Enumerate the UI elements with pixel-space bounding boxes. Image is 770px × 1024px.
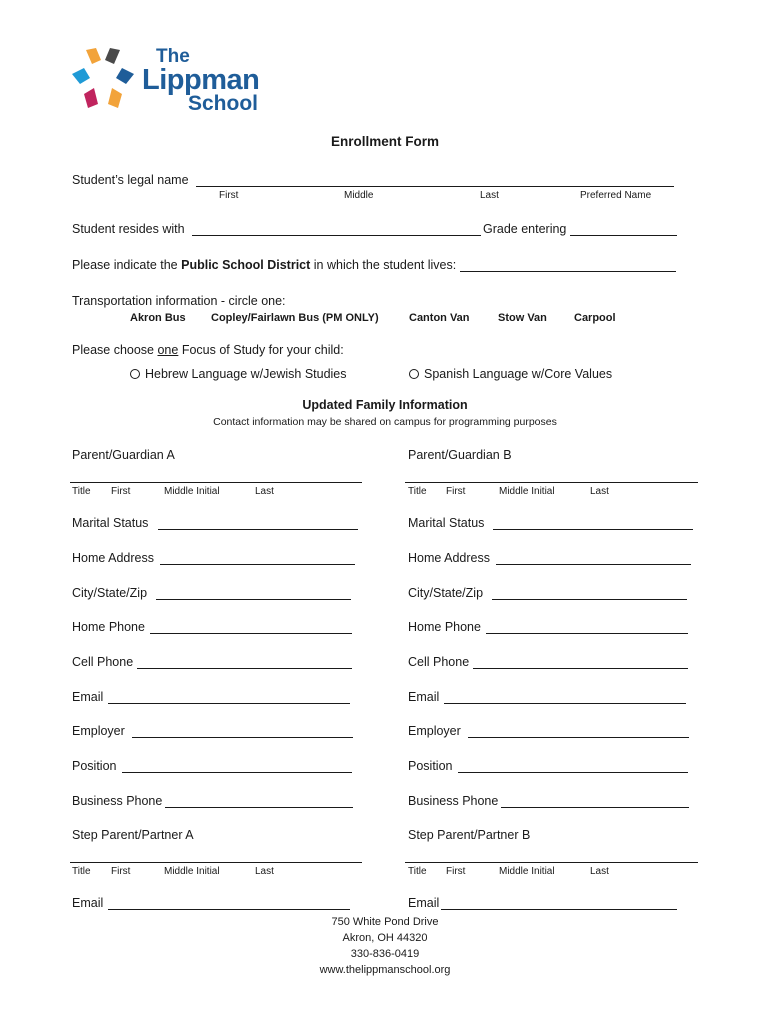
a-position-line[interactable] (122, 772, 352, 773)
family-subheading: Contact information may be shared on campus for programming purposes (213, 416, 557, 428)
a-home-phone-label: Home Phone (72, 620, 145, 634)
guardian-b-part-first: First (446, 486, 466, 497)
resides-with-label: Student resides with (72, 222, 185, 236)
step-a-label: Step Parent/Partner A (72, 828, 194, 842)
name-part-middle: Middle (344, 190, 374, 201)
family-heading: Updated Family Information (302, 398, 468, 412)
a-position-label: Position (72, 759, 117, 773)
b-position-line[interactable] (458, 772, 688, 773)
footer-address2: Akron, OH 44320 (342, 932, 428, 944)
b-employer-label: Employer (408, 724, 461, 738)
b-city-state-zip-line[interactable] (492, 599, 687, 600)
grade-entering-label: Grade entering (483, 222, 567, 236)
a-business-phone-line[interactable] (165, 807, 353, 808)
transport-option-carpool[interactable]: Carpool (574, 312, 616, 324)
b-position-label: Position (408, 759, 453, 773)
a-marital-status-label: Marital Status (72, 516, 149, 530)
name-part-first: First (219, 190, 239, 201)
footer-website-link[interactable]: www.thelippmanschool.org (319, 964, 451, 976)
a-home-address-line[interactable] (160, 564, 355, 565)
radio-circle-icon[interactable] (409, 369, 419, 379)
footer-address1: 750 White Pond Drive (331, 916, 439, 928)
logo-text-the: The (156, 46, 190, 67)
form-title: Enrollment Form (330, 134, 439, 149)
logo-text-school: School (188, 92, 259, 115)
a-business-phone-label: Business Phone (72, 794, 163, 808)
step-a-part-title: Title (72, 866, 91, 877)
district-prefix: Please indicate the (72, 258, 182, 272)
transportation-label: Transportation information - circle one: (72, 294, 286, 308)
district-input-line[interactable] (460, 271, 676, 272)
guardian-b-part-last: Last (590, 486, 609, 497)
resides-with-input-line[interactable] (192, 235, 481, 236)
guardian-a-part-middle: Middle Initial (164, 486, 220, 497)
a-employer-line[interactable] (132, 737, 353, 738)
step-b-email-line[interactable] (441, 909, 677, 910)
name-part-last: Last (480, 190, 499, 201)
district-question (72, 258, 456, 272)
focus-suffix: Focus of Study for your child: (178, 343, 344, 357)
focus-option-spanish[interactable] (409, 367, 612, 381)
a-cell-phone-line[interactable] (137, 668, 352, 669)
step-a-part-middle: Middle Initial (164, 866, 220, 877)
legal-name-input-line[interactable] (196, 186, 674, 187)
focus-option-hebrew[interactable] (130, 367, 347, 381)
a-city-state-zip-line[interactable] (156, 599, 351, 600)
transport-option-stow-van[interactable]: Stow Van (498, 312, 547, 324)
name-part-preferred: Preferred Name (580, 190, 652, 201)
a-email-label: Email (72, 690, 104, 704)
step-a-email-line[interactable] (108, 909, 350, 910)
guardian-a-name-line[interactable] (70, 482, 362, 483)
guardian-a-part-title: Title (72, 486, 91, 497)
focus-question (72, 343, 344, 357)
b-home-address-label: Home Address (408, 551, 490, 565)
focus-underlined: one (157, 343, 179, 357)
b-marital-status-line[interactable] (493, 529, 693, 530)
b-business-phone-label: Business Phone (408, 794, 499, 808)
district-suffix: in which the student lives: (310, 258, 457, 272)
b-marital-status-label: Marital Status (408, 516, 485, 530)
guardian-b-name-line[interactable] (405, 482, 698, 483)
step-b-part-title: Title (408, 866, 427, 877)
b-cell-phone-label: Cell Phone (408, 655, 470, 669)
focus-prefix: Please choose (72, 343, 158, 357)
step-a-part-last: Last (255, 866, 274, 877)
step-b-email-label: Email (408, 896, 440, 910)
b-home-phone-line[interactable] (486, 633, 688, 634)
step-a-part-first: First (111, 866, 131, 877)
b-email-label: Email (408, 690, 440, 704)
a-email-line[interactable] (108, 703, 350, 704)
focus-option-hebrew-label: Hebrew Language w/Jewish Studies (145, 367, 347, 381)
b-business-phone-line[interactable] (501, 807, 689, 808)
step-b-part-middle: Middle Initial (499, 866, 555, 877)
b-home-phone-label: Home Phone (408, 620, 481, 634)
step-b-name-line[interactable] (405, 862, 698, 863)
b-cell-phone-line[interactable] (473, 668, 688, 669)
step-a-name-line[interactable] (70, 862, 362, 863)
guardian-a-part-first: First (111, 486, 131, 497)
guardian-a-part-last: Last (255, 486, 274, 497)
step-b-part-last: Last (590, 866, 609, 877)
step-a-email-label: Email (72, 896, 104, 910)
a-home-phone-line[interactable] (150, 633, 352, 634)
legal-name-label: Student’s legal name (72, 173, 189, 187)
guardian-b-part-title: Title (408, 486, 427, 497)
b-home-address-line[interactable] (496, 564, 691, 565)
logo-text-lippman: Lippman (142, 64, 260, 96)
a-city-state-zip-label: City/State/Zip (72, 586, 148, 600)
step-b-label: Step Parent/Partner B (408, 828, 531, 842)
guardian-a-label: Parent/Guardian A (72, 448, 175, 462)
transport-option-copley-bus[interactable]: Copley/Fairlawn Bus (PM ONLY) (211, 312, 379, 324)
b-employer-line[interactable] (468, 737, 689, 738)
guardian-b-part-middle: Middle Initial (499, 486, 555, 497)
grade-entering-input-line[interactable] (570, 235, 677, 236)
step-b-part-first: First (446, 866, 466, 877)
radio-circle-icon[interactable] (130, 369, 140, 379)
guardian-b-label: Parent/Guardian B (408, 448, 512, 462)
focus-option-spanish-label: Spanish Language w/Core Values (424, 367, 613, 381)
district-bold: Public School District (181, 258, 311, 272)
footer-phone: 330-836-0419 (350, 948, 420, 960)
transport-option-akron-bus[interactable]: Akron Bus (130, 312, 186, 324)
a-cell-phone-label: Cell Phone (72, 655, 134, 669)
a-marital-status-line[interactable] (158, 529, 358, 530)
a-home-address-label: Home Address (72, 551, 154, 565)
school-logo (70, 44, 270, 116)
a-employer-label: Employer (72, 724, 125, 738)
b-email-line[interactable] (444, 703, 686, 704)
logo-mark-icon (70, 44, 136, 112)
transport-option-canton-van[interactable]: Canton Van (409, 312, 470, 324)
b-city-state-zip-label: City/State/Zip (408, 586, 484, 600)
